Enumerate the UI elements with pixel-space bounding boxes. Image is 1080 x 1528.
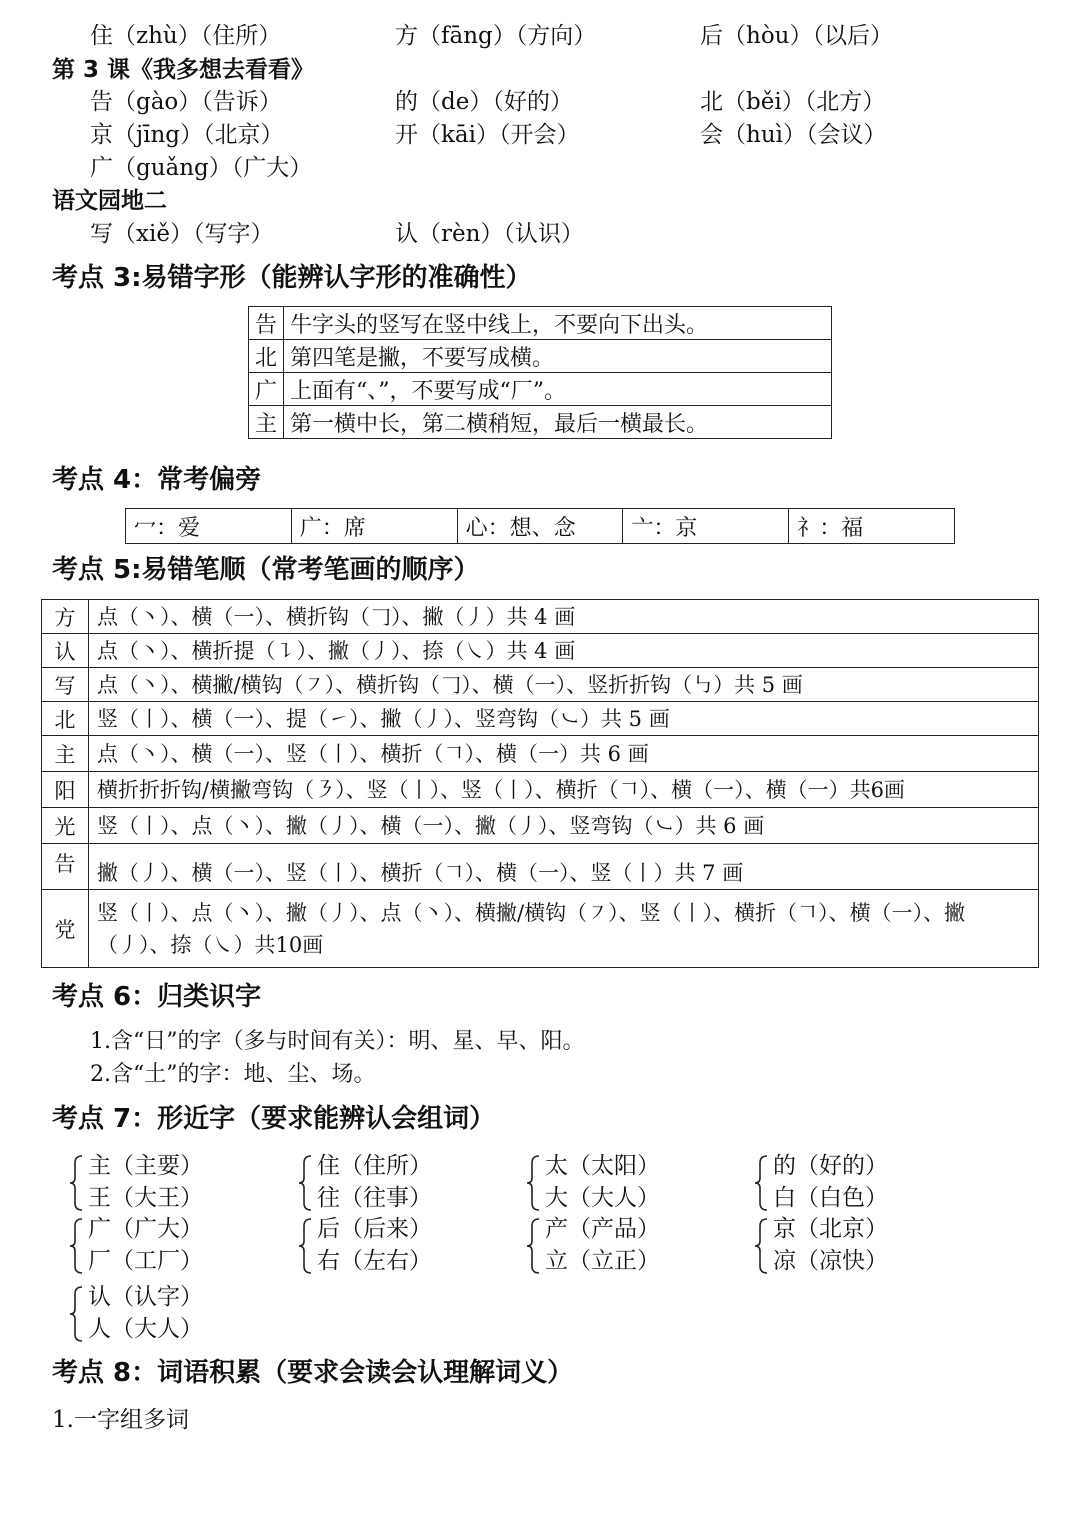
pair-word: 往（往事） — [317, 1185, 432, 1211]
brace-icon — [68, 1217, 86, 1275]
kd3-table — [248, 306, 832, 439]
pair-word: 产（产品） — [545, 1216, 660, 1242]
word-entry: 后（hòu）（以后） — [700, 23, 893, 49]
char-cell: 告 — [42, 844, 89, 890]
strokes-cell: 竖（丨）、横（一）、提（㇀）、撇（丿）、竖弯钩（㇃）共 5 画 — [89, 702, 1039, 736]
table-row — [42, 736, 1039, 772]
strokes-cell: 竖（丨）、点（丶）、撇（丿）、横（一）、撇（丿）、竖弯钩（㇃）共 6 画 — [89, 808, 1039, 844]
char-cell: 阳 — [42, 772, 89, 808]
word-row — [90, 217, 1050, 251]
word-entry: 会（huì）（会议） — [700, 122, 887, 148]
table-row — [249, 307, 832, 340]
word-entry: 认（rèn）（认识） — [395, 221, 584, 247]
word-entry: 开（kāi）（开会） — [395, 122, 580, 148]
char-cell: 党 — [42, 890, 89, 968]
garden2-title: 语文园地二 — [52, 188, 167, 214]
pair-word: 立（立正） — [545, 1248, 660, 1274]
kd8-subtitle: 1.一字组多词 — [52, 1407, 189, 1433]
word-entry: 北（běi）（北方） — [700, 89, 886, 115]
similar-char-pair — [753, 1150, 953, 1216]
table-row — [249, 340, 832, 373]
similar-char-pair — [525, 1213, 725, 1279]
table-row — [42, 844, 1039, 890]
kd4-table — [125, 508, 955, 544]
pair-word: 大（大人） — [545, 1185, 660, 1211]
table-row — [42, 808, 1039, 844]
word-entry: 告（gào）（告诉） — [90, 89, 282, 115]
pair-word: 认（认字） — [88, 1284, 203, 1310]
similar-char-pair — [297, 1150, 497, 1216]
word-row — [90, 19, 1050, 53]
kd6-title: 考点 6：归类识字 — [52, 982, 262, 1012]
kd5-title: 考点 5:易错笔顺（常考笔画的顺序） — [52, 555, 480, 585]
pair-word: 主（主要） — [88, 1153, 203, 1179]
word-entry: 京（jīng）（北京） — [90, 122, 284, 148]
char-cell: 广 — [249, 373, 284, 406]
brace-icon — [297, 1154, 315, 1212]
kd6-line: 2.含“土”的字：地、尘、场。 — [90, 1062, 376, 1087]
table-row — [126, 509, 955, 544]
pair-word: 右（左右） — [317, 1248, 432, 1274]
char-cell: 光 — [42, 808, 89, 844]
kd5-table — [41, 599, 1039, 968]
radical-cell: 冖：爱 — [126, 509, 292, 544]
char-cell: 写 — [42, 668, 89, 702]
similar-char-pair — [68, 1150, 268, 1216]
radical-cell: 心：想、念 — [457, 509, 623, 544]
strokes-cell: 点（丶）、横撇/横钩（㇇）、横折钩（𠃌）、横（一）、竖折折钩（㇉）共 5 画 — [89, 668, 1039, 702]
brace-icon — [753, 1154, 771, 1212]
pair-word: 住（住所） — [317, 1153, 432, 1179]
char-cell: 方 — [42, 600, 89, 634]
kd8-title: 考点 8：词语积累（要求会读会认理解词义） — [52, 1358, 574, 1388]
char-cell: 北 — [249, 340, 284, 373]
pair-word: 厂（工厂） — [88, 1248, 203, 1274]
table-row — [42, 600, 1039, 634]
pair-word: 的（好的） — [773, 1153, 888, 1179]
similar-char-pair — [753, 1213, 953, 1279]
pair-word: 京（北京） — [773, 1216, 888, 1242]
char-cell: 主 — [42, 736, 89, 772]
char-cell: 认 — [42, 634, 89, 668]
char-cell: 主 — [249, 406, 284, 439]
table-row — [249, 373, 832, 406]
word-entry: 的（de）（好的） — [395, 89, 573, 115]
radical-cell: 亠：京 — [623, 509, 789, 544]
kd7-title: 考点 7：形近字（要求能辨认会组词） — [52, 1104, 496, 1134]
table-row — [249, 406, 832, 439]
pair-word: 广（广大） — [88, 1216, 203, 1242]
radical-cell: 广：席 — [291, 509, 457, 544]
word-entry: 写（xiě）（写字） — [90, 221, 274, 247]
desc-cell: 第四笔是撇，不要写成横。 — [284, 340, 832, 373]
table-row — [42, 890, 1039, 968]
kd6-line: 1.含“日”的字（多与时间有关）：明、星、早、阳。 — [90, 1029, 585, 1054]
brace-icon — [753, 1217, 771, 1275]
strokes-cell: 点（丶）、横折提（㇊）、撇（丿）、捺（㇏）共 4 画 — [89, 634, 1039, 668]
desc-cell: 上面有“、”，不要写成“厂”。 — [284, 373, 832, 406]
strokes-cell: 竖（丨）、点（丶）、撇（丿）、点（丶）、横撇/横钩（㇇）、竖（丨）、横折（𠃍）、横（一）、撇（丿）、捺（㇏）共10画 — [89, 890, 1039, 968]
kd4-title: 考点 4：常考偏旁 — [52, 465, 262, 495]
brace-icon — [297, 1217, 315, 1275]
similar-char-pair — [68, 1213, 268, 1279]
brace-icon — [525, 1154, 543, 1212]
radical-cell: 礻：福 — [789, 509, 955, 544]
char-cell: 北 — [42, 702, 89, 736]
table-row — [42, 634, 1039, 668]
word-row — [90, 118, 1050, 152]
desc-cell: 第一横中长，第二横稍短，最后一横最长。 — [284, 406, 832, 439]
similar-char-pair — [68, 1281, 268, 1347]
similar-char-pair — [525, 1150, 725, 1216]
desc-cell: 牛字头的竖写在竖中线上，不要向下出头。 — [284, 307, 832, 340]
char-cell: 告 — [249, 307, 284, 340]
pair-word: 太（太阳） — [545, 1153, 660, 1179]
pair-word: 凉（凉快） — [773, 1248, 888, 1274]
brace-icon — [525, 1217, 543, 1275]
brace-icon — [68, 1285, 86, 1343]
table-row — [42, 772, 1039, 808]
table-row — [42, 668, 1039, 702]
strokes-cell: 横折折折钩/横撇弯钩（㇋）、竖（丨）、竖（丨）、横折（𠃍）、横（一）、横（一）共6画 — [89, 772, 1039, 808]
pair-word: 王（大王） — [88, 1185, 203, 1211]
word-row — [90, 151, 1050, 185]
pair-word: 白（白色） — [773, 1185, 888, 1211]
word-entry: 广（guǎng）（广大） — [90, 155, 313, 181]
word-entry: 方（fāng）（方向） — [395, 23, 597, 49]
strokes-cell: 点（丶）、横（一）、竖（丨）、横折（𠃍）、横（一）共 6 画 — [89, 736, 1039, 772]
word-entry: 住（zhù）（住所） — [90, 23, 282, 49]
brace-icon — [68, 1154, 86, 1212]
strokes-cell: 撇（丿）、横（一）、竖（丨）、横折（𠃍）、横（一）、竖（丨）共 7 画 — [89, 844, 1039, 890]
lesson3-title: 第 3 课《我多想去看看》 — [52, 57, 315, 83]
strokes-cell: 点（丶）、横（一）、横折钩（𠃌）、撇（丿）共 4 画 — [89, 600, 1039, 634]
pair-word: 人（大人） — [88, 1316, 203, 1342]
pair-word: 后（后来） — [317, 1216, 432, 1242]
similar-char-pair — [297, 1213, 497, 1279]
table-row — [42, 702, 1039, 736]
kd3-title: 考点 3:易错字形（能辨认字形的准确性） — [52, 263, 532, 293]
word-row — [90, 85, 1050, 119]
